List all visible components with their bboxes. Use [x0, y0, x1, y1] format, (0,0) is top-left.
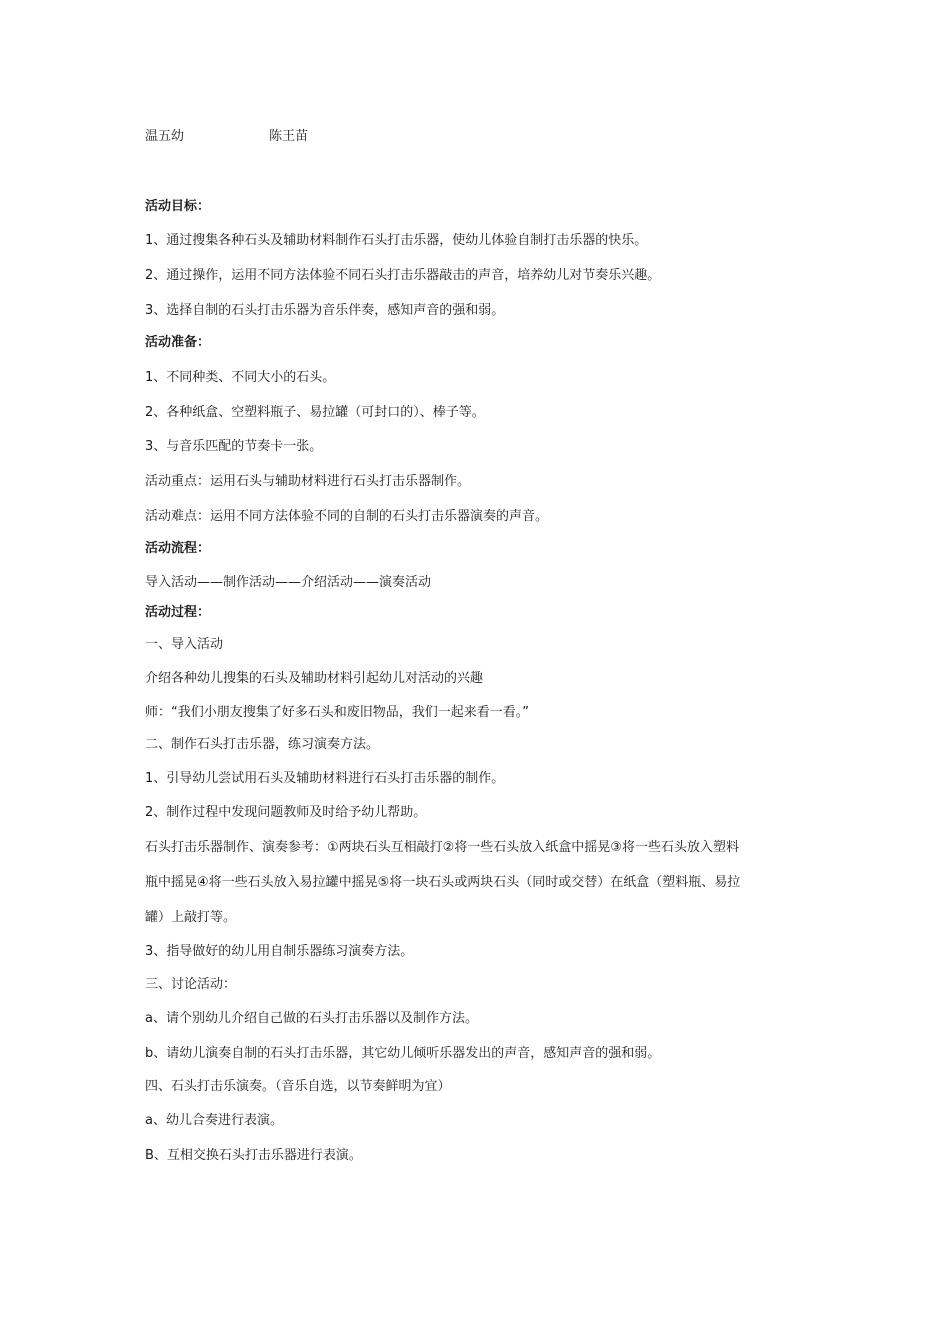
paragraph-line: 导入活动——制作活动——介绍活动——演奏活动 [145, 575, 432, 590]
paragraph-line: 四、石头打击乐演奏。（音乐自选，以节奏鲜明为宜） [145, 1079, 451, 1094]
paragraph-line: 3、指导做好的幼儿用自制乐器练习演奏方法。 [145, 944, 414, 959]
paragraph-line: 三、讨论活动： [145, 977, 237, 992]
paragraph-line: 活动重点：运用石头与辅助材料进行石头打击乐器制作。 [145, 474, 471, 489]
author-line [145, 128, 308, 146]
section-heading: 活动流程： [145, 541, 211, 556]
paragraph-line: a、幼儿合奏进行表演。 [145, 1113, 283, 1128]
paragraph-line: 3、与音乐匹配的节奏卡一张。 [145, 439, 323, 454]
author-name: 陈王苗 [269, 129, 309, 144]
section-heading: 活动目标： [145, 199, 211, 214]
paragraph-line: 1、通过搜集各种石头及辅助材料制作石头打击乐器，使幼儿体验自制打击乐器的快乐。 [145, 233, 648, 248]
paragraph-line: 1、引导幼儿尝试用石头及辅助材料进行石头打击乐器的制作。 [145, 771, 505, 786]
paragraph-line: 罐）上敲打等。 [145, 910, 237, 925]
school-name: 温五幼 [145, 129, 185, 144]
paragraph-line: 石头打击乐器制作、演奏参考：①两块石头互相敲打②将一些石头放入纸盒中摇晃③将一些石头放入塑料 [145, 840, 739, 855]
paragraph-line: b、请幼儿演奏自制的石头打击乐器，其它幼儿倾听乐器发出的声音，感知声音的强和弱。 [145, 1046, 661, 1061]
paragraph-line: 二、制作石头打击乐器，练习演奏方法。 [145, 737, 380, 752]
paragraph-line: 瓶中摇晃④将一些石头放入易拉罐中摇晃⑤将一块石头或两块石头（同时或交替）在纸盒（塑料瓶、易拉 [145, 875, 741, 890]
paragraph-line: 2、通过操作，运用不同方法体验不同石头打击乐器敲击的声音，培养幼儿对节奏乐兴趣。 [145, 268, 661, 283]
paragraph-line: B、互相交换石头打击乐器进行表演。 [145, 1148, 362, 1163]
paragraph-line: 2、制作过程中发现问题教师及时给予幼儿帮助。 [145, 805, 427, 820]
section-heading: 活动准备： [145, 335, 211, 350]
document-page [145, 0, 825, 1344]
paragraph-line: 2、各种纸盒、空塑料瓶子、易拉罐（可封口的）、棒子等。 [145, 405, 485, 420]
paragraph-line: 一、导入活动 [145, 637, 224, 652]
section-heading: 活动过程： [145, 605, 211, 620]
paragraph-line: 3、选择自制的石头打击乐器为音乐伴奏，感知声音的强和弱。 [145, 303, 505, 318]
paragraph-line: 介绍各种幼儿搜集的石头及辅助材料引起幼儿对活动的兴趣 [145, 671, 484, 686]
paragraph-line: 师：“我们小朋友搜集了好多石头和废旧物品，我们一起来看一看。” [145, 705, 529, 720]
paragraph-line: a、请个别幼儿介绍自己做的石头打击乐器以及制作方法。 [145, 1011, 478, 1026]
paragraph-line: 活动难点：运用不同方法体验不同的自制的石头打击乐器演奏的声音。 [145, 509, 549, 524]
paragraph-line: 1、不同种类、不同大小的石头。 [145, 370, 336, 385]
